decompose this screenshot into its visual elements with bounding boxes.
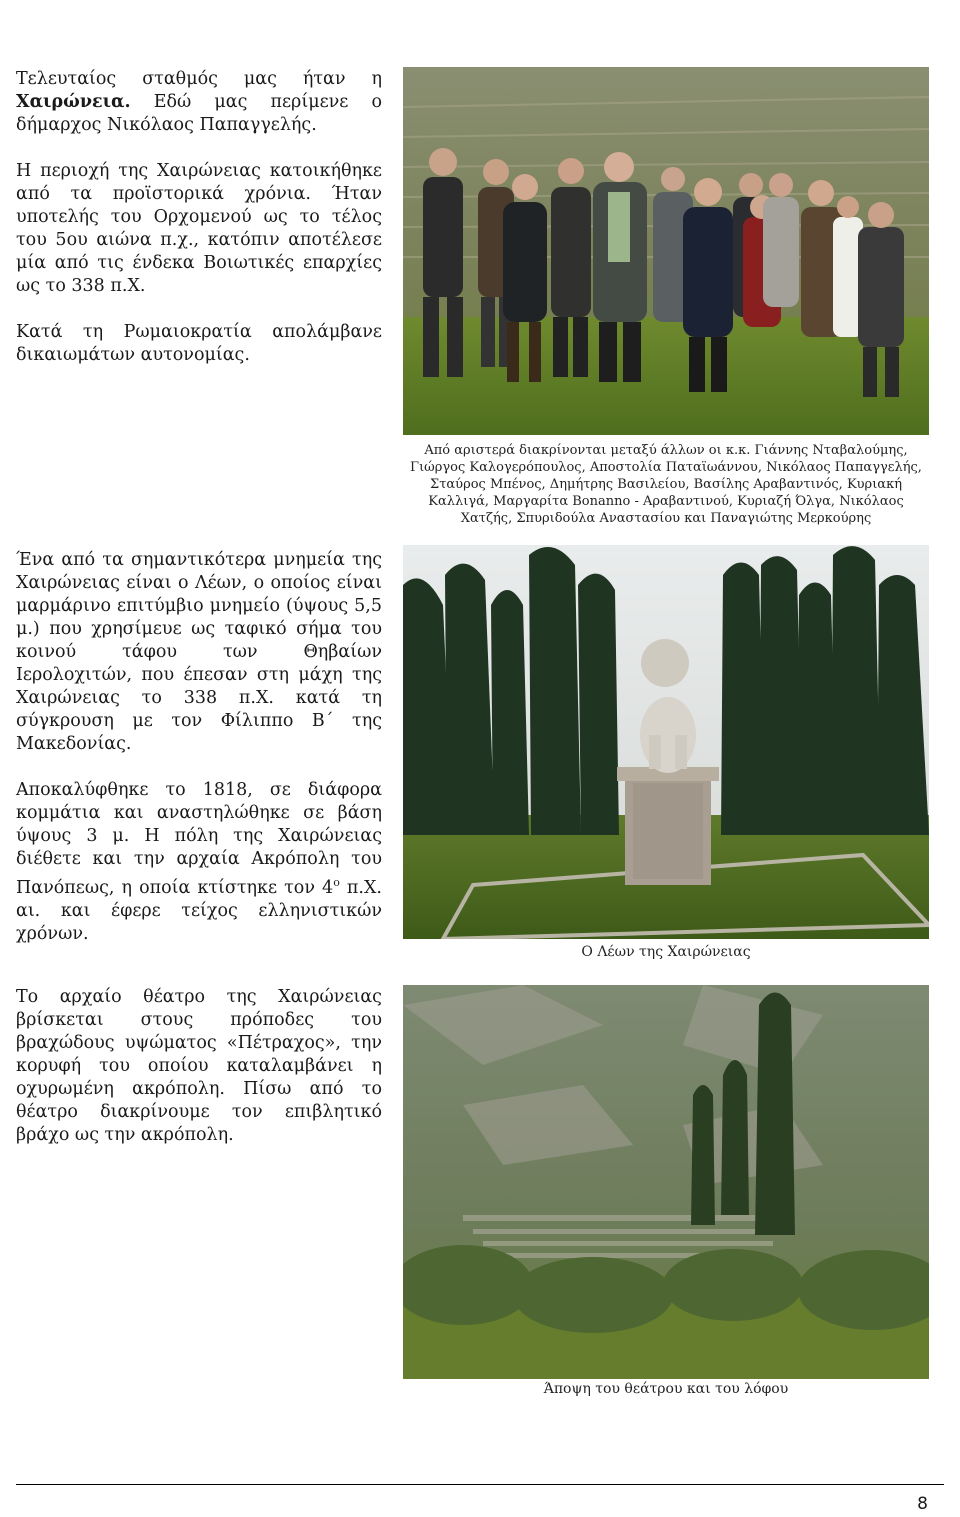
lion-photo-caption: Ο Λέων της Χαιρώνειας (581, 944, 751, 960)
paragraph (16, 68, 382, 137)
text-span: π.Χ. αι. και έφερε τείχος ελληνιστικών χρόνων. (16, 877, 382, 944)
group-photo-image (403, 67, 929, 435)
group-photo (403, 67, 929, 435)
paragraph: Κατά τη Ρωμαιοκρατία απολάμβανε δικαιωμάτων αυτονομίας. (16, 322, 382, 365)
theatre-photo (403, 985, 929, 1379)
intro-text-block (16, 68, 382, 367)
lion-text-block (16, 549, 382, 946)
paragraph: Το αρχαίο θέατρο της Χαιρώνειας βρίσκεται στους πρόποδες του βραχώδους υψώματος «Πέτραχος», την κορυφή του οποίου καταλαμβάνει η οχυρωμένη ακρόπολη. Πίσω από το θέατρο διακρίνουμε τον επιβλητικό βράχο ως την ακρόπολη. (16, 987, 382, 1145)
lion-photo (403, 545, 929, 939)
lion-photo-image (403, 545, 929, 939)
theatre-photo-caption: Άποψη του θεάτρου και του λόφου (543, 1381, 789, 1397)
paragraph (16, 779, 382, 946)
footer-rule (16, 1484, 944, 1485)
text-span: Αποκαλύφθηκε το 1818, σε διάφορα κομμάτια και αναστηλώθηκε σε βάση ύψους 3 μ. Η πόλη της Χαιρώνειας διέθετε και την αρχαία Ακρόπολη του Πανόπεως, η οποία κτίστηκε τον 4 (16, 780, 382, 898)
paragraph: Ένα από τα σημαντικότερα μνημεία της Χαιρώνειας είναι ο Λέων, ο οποίος είναι μαρμάρινο επιτύμβιο μνημείο (ύψους 5,5 μ.) που χρησίμευε ως ταφικό σήμα του κοινού τάφου των Θηβαίων Ιερολοχιτών, που έπεσαν στη μάχη της Χαιρώνειας το 338 π.Χ. κατά τη σύγκρουση με τον Φίλιππο Β΄ της Μακεδονίας. (16, 550, 382, 754)
group-photo-caption: Από αριστερά διακρίνονται μεταξύ άλλων οι κ.κ. Γιάννης Νταβαλούμης, Γιώργος Καλογερόπουλος, Αποστολία Παταϊωάννου, Νικόλαος Παπαγγελής, Σταύρος Μπένος, Δημήτρης Βασιλείου, Βασίλης Αραβαντινός, Κυριακή Καλλιγά, Μαργαρίτα Bonanno - Αραβαντινού, Κυριαζή Όλγα, Νικόλαος Χατζής, Σπυριδούλα Αναστασίου και Παναγιώτης Μερκούρης (410, 443, 922, 526)
text-span: Τελευταίος σταθμός μας ήταν η (16, 69, 382, 89)
bold-place-name: Χαιρώνεια. (16, 92, 131, 112)
paragraph: Η περιοχή της Χαιρώνειας κατοικήθηκε από τα προϊστορικά χρόνια. Ήταν υποτελής του Ορχομενού ως το τέλος του 5ου αιώνα π.χ., κατόπιν αποτέλεσε μία από τις ένδεκα Βοιωτικές επαρχίες ως το 338 π.Χ. (16, 161, 382, 296)
superscript: ο (333, 876, 340, 889)
text-span: Εδώ μας περίμενε ο δήμαρχος Νικόλαος Παπαγγελής. (16, 92, 382, 135)
page-number: 8 (917, 1494, 928, 1514)
theatre-text-block (16, 986, 382, 1147)
theatre-photo-image (403, 985, 929, 1379)
